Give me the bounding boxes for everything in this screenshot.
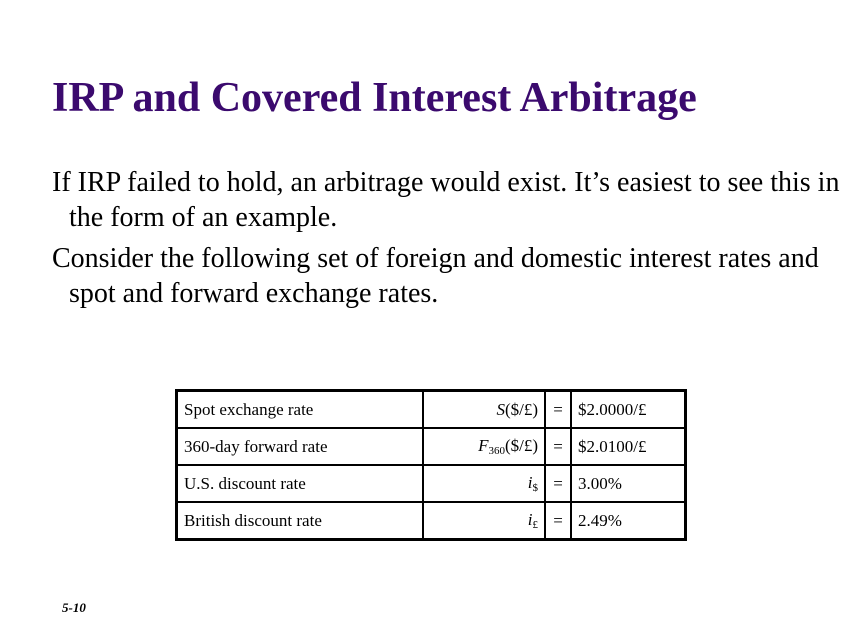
paragraph-arbitrage-intro: If IRP failed to hold, an arbitrage would exist. It’s easiest to see this in the form of an example.: [52, 167, 840, 233]
row-symbol: [423, 391, 545, 429]
row-equals: =: [545, 391, 571, 429]
row-equals: =: [545, 502, 571, 540]
table-row-british-discount: [177, 502, 686, 540]
row-value: 2.49%: [571, 502, 686, 540]
symbol-rest: ($/£): [504, 399, 538, 419]
symbol-variable: i: [527, 473, 533, 492]
row-value: 3.00%: [571, 465, 686, 502]
symbol-subscript: £: [532, 519, 538, 531]
row-equals: =: [545, 428, 571, 465]
symbol-variable: i: [527, 510, 533, 529]
symbol-subscript: 360: [488, 445, 505, 457]
row-symbol: [423, 428, 545, 465]
symbol-rest: ($/£): [504, 436, 538, 455]
row-symbol: [423, 465, 545, 502]
row-equals: =: [545, 465, 571, 502]
slide-title: IRP and Covered Interest Arbitrage: [52, 75, 697, 121]
body-text: [52, 165, 842, 317]
symbol-variable: F: [478, 436, 489, 455]
symbol-variable: S: [496, 399, 505, 419]
table-row-spot-rate: [177, 391, 686, 429]
symbol-subscript: $: [532, 482, 538, 494]
slide-number: 5-10: [62, 600, 86, 615]
row-value: $2.0100/£: [571, 428, 686, 465]
row-label: Spot exchange rate: [177, 391, 424, 429]
paragraph-consider-rates: Consider the following set of foreign and domestic interest rates and spot and forward exchange rates.: [52, 243, 819, 309]
table-row-us-discount: [177, 465, 686, 502]
row-label: British discount rate: [177, 502, 424, 540]
row-label: 360-day forward rate: [177, 428, 424, 465]
row-label: U.S. discount rate: [177, 465, 424, 502]
row-value: $2.0000/£: [571, 391, 686, 429]
table-row-forward-rate: [177, 428, 686, 465]
exchange-rates-table: [175, 389, 687, 541]
row-symbol: [423, 502, 545, 540]
